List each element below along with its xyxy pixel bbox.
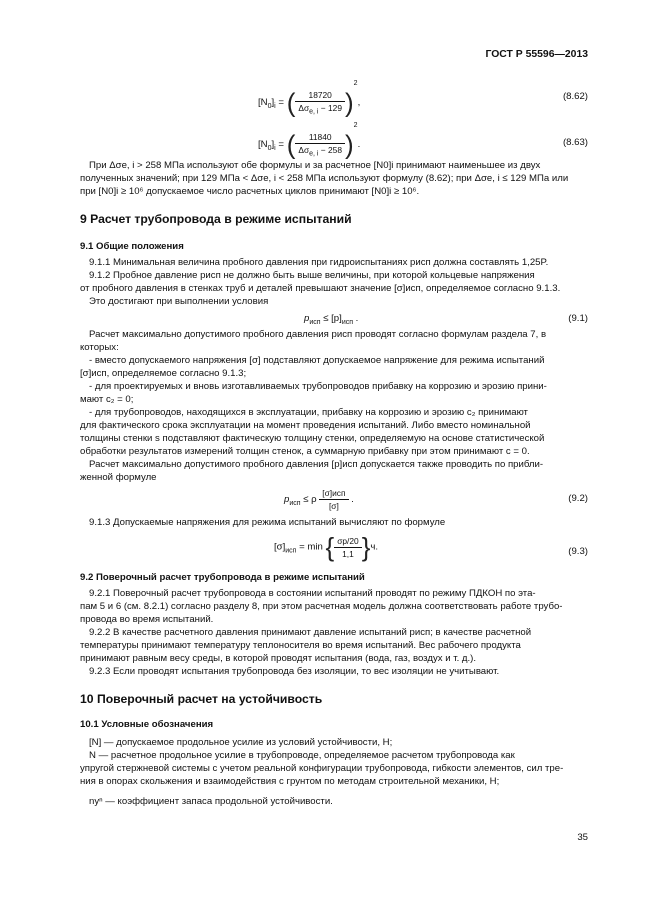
section-9-title: 9 Расчет трубопровода в режиме испытаний: [80, 212, 352, 226]
list-item-3-line3: толщины стенки s подставляют фактическую толщину стенки, определяемую на основе статистической: [80, 433, 545, 444]
document-header: ГОСТ Р 55596—2013: [485, 49, 588, 60]
list-item-1-line2: [σ]исп, определяемое согласно 9.1.3;: [80, 368, 247, 379]
subsection-10-1-title: 10.1 Условные обозначения: [80, 719, 214, 730]
list-item-3-line2: для фактического срока эксплуатации на момент проведения испытаний. Либо вместо номинальной: [80, 420, 531, 431]
subsection-9-1-title: 9.1 Общие положения: [80, 241, 184, 252]
list-item-3-line4: обработки результатов измерений толщин стенок, а суммарную прибавку при этом принимают c = 0.: [80, 446, 530, 457]
paragraph-calc1-line2: которых:: [80, 342, 119, 353]
paragraph-9-2-2-line1: 9.2.2 В качестве расчетного давления принимают давление испытаний pисп; в качестве расчетной: [89, 627, 532, 638]
paragraph-calc2-line2: женной формуле: [80, 472, 157, 483]
paragraph-calc1-line1: Расчет максимально допустимого пробного давления pисп проводят согласно формулам раздела 7, в: [89, 329, 547, 340]
equation-number-9-3: (9.3): [568, 546, 588, 557]
paragraph-9-1-2-line2: от пробного давления в стенках труб и деталей превышают значение [σ]исп, определяемое согласно 9.1.3.: [80, 283, 561, 294]
list-item-2-line1: - для проектируемых и вновь изготавливаемых трубопроводов прибавку на коррозию и эрозию прини-: [89, 381, 547, 392]
paragraph-9-1-2-line1: 9.1.2 Пробное давление pисп не должно быть выше величины, при которой кольцевые напряжения: [89, 270, 535, 281]
paragraph-9-2-2-line3: принимают равным весу среды, в которой проводят испытания (вода, газ, воздух и т. д.).: [80, 653, 477, 664]
equation-number-8-63: (8.63): [562, 137, 588, 148]
formula-8-63: $[N_0]_i$ = ( $\frac{11840}{\Delta\sigma_{е, i} - 258}$ )$^2$.: [258, 122, 361, 160]
definition-ny: nyⁿ — коэффициент запаса продольной устойчивости.: [89, 796, 333, 807]
definition-N-line2: упругой стержневой системы с учетом реальной конфигурации трубопровода, гибкости элементов, сил тре-: [80, 763, 564, 774]
formula-9-2: $p_{исп} \le \rho$ $\frac{\text{[σ]исп}}{[\sigma]}$ .: [284, 488, 354, 511]
paragraph-9-2-1-line3: провода во время испытаний.: [80, 614, 214, 625]
formula-9-1: $p_{исп} \le [p]_{исп}$ .: [304, 313, 359, 326]
paragraph-9-1-3: 9.1.3 Допускаемые напряжения для режима испытаний вычисляют по формуле: [89, 517, 446, 528]
paragraph-9-2-3: 9.2.3 Если проводят испытания трубопровода без изоляции, то вес изоляции не учитывают.: [89, 666, 500, 677]
paragraph-formula-choice: При Δσе, i > 258 МПа используют обе формулы и за расчетное [N0]i принимают наименьшее из двух: [89, 160, 541, 171]
formula-9-3: $[\sigma]_{исп} = \min$ { $\frac{\sigma p/20}{1,1}$ }ч.: [274, 532, 379, 562]
formula-8-62: $[N_0]_i$ = ( $\frac{18720}{\Delta\sigma_{е, i} - 129}$ )$^2$,: [258, 80, 361, 118]
paragraph-9-2-1-line1: 9.2.1 Поверочный расчет трубопровода в состоянии испытаний проводят по режиму ПДКОН по эта-: [89, 588, 536, 599]
definition-N-line3: ния в опорах скольжения и взаимодействия с грунтом по методам строительной механики, Н;: [80, 776, 500, 787]
definition-N-line1: N — расчетное продольное усилие в трубопроводе, определяемое расчетом трубопровода как: [89, 750, 515, 761]
paragraph-9-2-1-line2: пам 5 и 6 (см. 8.2.1) согласно разделу 8, при этом расчетная модель должна соответствовать работе трубо-: [80, 601, 563, 612]
subsection-9-2-title: 9.2 Поверочный расчет трубопровода в режиме испытаний: [80, 572, 365, 583]
list-item-1-line1: - вместо допускаемого напряжения [σ] подставляют допускаемое напряжение для режима испытаний: [89, 355, 545, 366]
list-item-2-line2: мают c₂ = 0;: [80, 394, 134, 405]
paragraph-formula-choice-line2: полученных значений; при 129 МПа < Δσе, i < 258 МПа используют формулу (8.62); при Δσе, i ≤ 129 МПа или: [80, 173, 569, 184]
paragraph-calc2-line1: Расчет максимально допустимого пробного давления [p]исп допускается также проводить по прибли-: [89, 459, 544, 470]
definition-N-allowed: [N] — допускаемое продольное усилие из условий устойчивости, Н;: [89, 737, 393, 748]
paragraph-9-1-1: 9.1.1 Минимальная величина пробного давления при гидроиспытаниях pисп должна составлять 1,25P.: [89, 257, 549, 268]
list-item-3-line1: - для трубопроводов, находящихся в эксплуатации, прибавку на коррозию и эрозию c₂ принимают: [89, 407, 528, 418]
paragraph-9-2-2-line2: температуры принимают температуру теплоносителя во время испытаний. Вес рабочего продукта: [80, 640, 521, 651]
paragraph-9-1-2-line3: Это достигают при выполнении условия: [89, 296, 269, 307]
equation-number-8-62: (8.62): [562, 91, 588, 102]
equation-number-9-1: (9.1): [568, 313, 588, 324]
paragraph-formula-choice-line3: при [N0]i ≥ 10⁶ допускаемое число расчетных циклов принимают [N0]i ≥ 10⁶.: [80, 186, 420, 197]
equation-number-9-2: (9.2): [568, 493, 588, 504]
page-number: 35: [577, 832, 588, 843]
section-10-title: 10 Поверочный расчет на устойчивость: [80, 692, 323, 706]
